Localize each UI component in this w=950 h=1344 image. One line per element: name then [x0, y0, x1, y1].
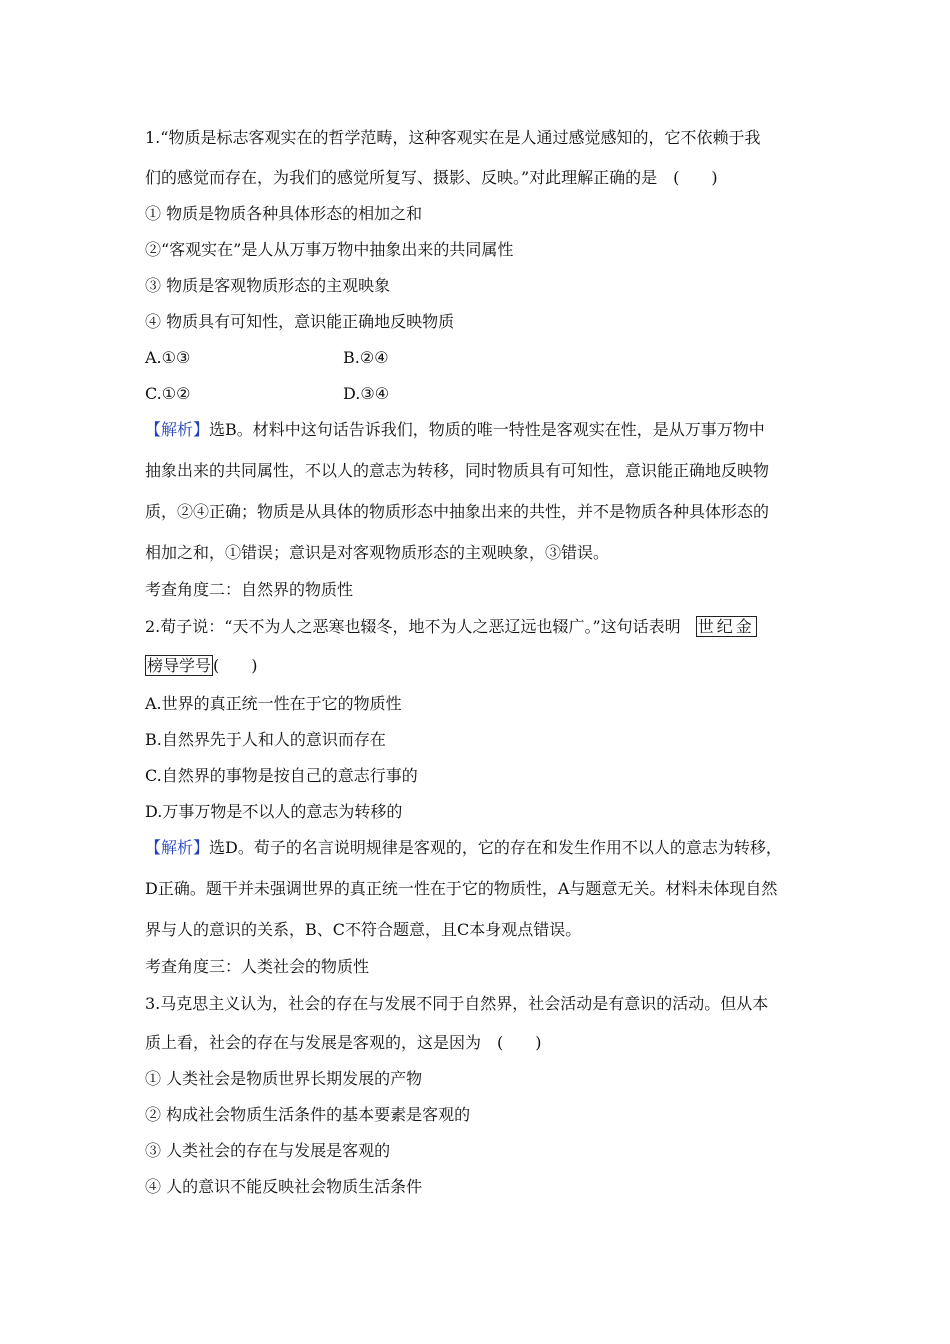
q2-option-c: C.自然界的事物是按自己的意志行事的	[145, 766, 418, 785]
q2-analysis-tag: 【解析】	[145, 838, 210, 857]
q2-stem-line-1	[145, 617, 757, 637]
q1-option-c: C.①②	[145, 384, 191, 403]
q2-stem-line-2	[145, 656, 258, 676]
q2-option-a: A.世界的真正统一性在于它的物质性	[145, 694, 402, 713]
q3-item-3: ③ 人类社会的存在与发展是客观的	[145, 1141, 391, 1160]
q1-analysis-line-4: 相加之和，①错误；意识是对客观物质形态的主观映象，③错误。	[145, 543, 610, 562]
q1-analysis-text-1: 选B。材料中这句话告诉我们，物质的唯一特性是客观实在性，是从万事万物中	[209, 420, 765, 439]
q1-item-1: ① 物质是物质各种具体形态的相加之和	[145, 204, 423, 223]
q1-options-row-2	[145, 384, 390, 404]
q1-analysis-line-3: 质，②④正确；物质是从具体的物质形态中抽象出来的共性，并不是物质各种具体形态的	[145, 502, 770, 521]
q1-stem-line-1: 1.“物质是标志客观实在的哲学范畴，这种客观实在是人通过感觉感知的，它不依赖于我	[145, 128, 761, 147]
q3-stem-line-1: 3.马克思主义认为，社会的存在与发展不同于自然界，社会活动是有意识的活动。但从本	[145, 994, 769, 1013]
q3-item-4: ④ 人的意识不能反映社会物质生活条件	[145, 1177, 423, 1196]
q2-analysis-line-3: 界与人的意识的关系，B、C不符合题意，且C本身观点错误。	[145, 920, 582, 939]
q1-options-row-1	[145, 348, 389, 368]
q3-item-2: ② 构成社会物质生活条件的基本要素是客观的	[145, 1105, 471, 1124]
q1-option-a: A.①③	[145, 348, 191, 367]
q2-option-b: B.自然界先于人和人的意识而存在	[145, 730, 386, 749]
q1-stem-line-2: 们的感觉而存在，为我们的感觉所复写、摄影、反映。”对此理解正确的是 ( )	[145, 168, 718, 187]
q1-analysis-line-1	[145, 420, 765, 440]
q2-stem-text: 2.荀子说：“天不为人之恶寒也辍冬，地不为人之恶辽远也辍广。”这句话表明	[145, 617, 681, 636]
q2-analysis-line-1	[145, 838, 782, 858]
q1-item-2: ②“客观实在”是人从万事万物中抽象出来的共同属性	[145, 240, 514, 259]
q1-analysis-line-2: 抽象出来的共同属性，不以人的意志为转移，同时物质具有可知性，意识能正确地反映物	[145, 461, 770, 480]
q2-analysis-line-2: D正确。题干并未强调世界的真正统一性在于它的物质性，A与题意无关。材料未体现自然	[145, 879, 778, 898]
q1-option-b: B.②④	[343, 348, 389, 367]
q1-item-3: ③ 物质是客观物质形态的主观映象	[145, 276, 391, 295]
q2-option-d: D.万事万物是不以人的意志为转移的	[145, 802, 403, 821]
q2-answer-paren: ( )	[213, 656, 258, 675]
q1-item-4: ④ 物质具有可知性，意识能正确地反映物质	[145, 312, 455, 331]
section-heading-3: 考查角度三：人类社会的物质性	[145, 957, 370, 976]
section-heading-2: 考查角度二：自然界的物质性	[145, 580, 354, 599]
q2-guide-box-part-2: 榜导学号	[147, 656, 212, 675]
q1-analysis-tag: 【解析】	[145, 420, 210, 439]
q3-stem-line-2: 质上看，社会的存在与发展是客观的，这是因为 ( )	[145, 1033, 542, 1052]
q2-analysis-text-1: 选D。荀子的名言说明规律是客观的，它的存在和发生作用不以人的意志为转移，	[209, 838, 782, 857]
q1-option-d: D.③④	[343, 384, 390, 403]
q3-item-1: ① 人类社会是物质世界长期发展的产物	[145, 1069, 423, 1088]
q2-guide-box-part-1: 世纪金	[697, 617, 755, 636]
